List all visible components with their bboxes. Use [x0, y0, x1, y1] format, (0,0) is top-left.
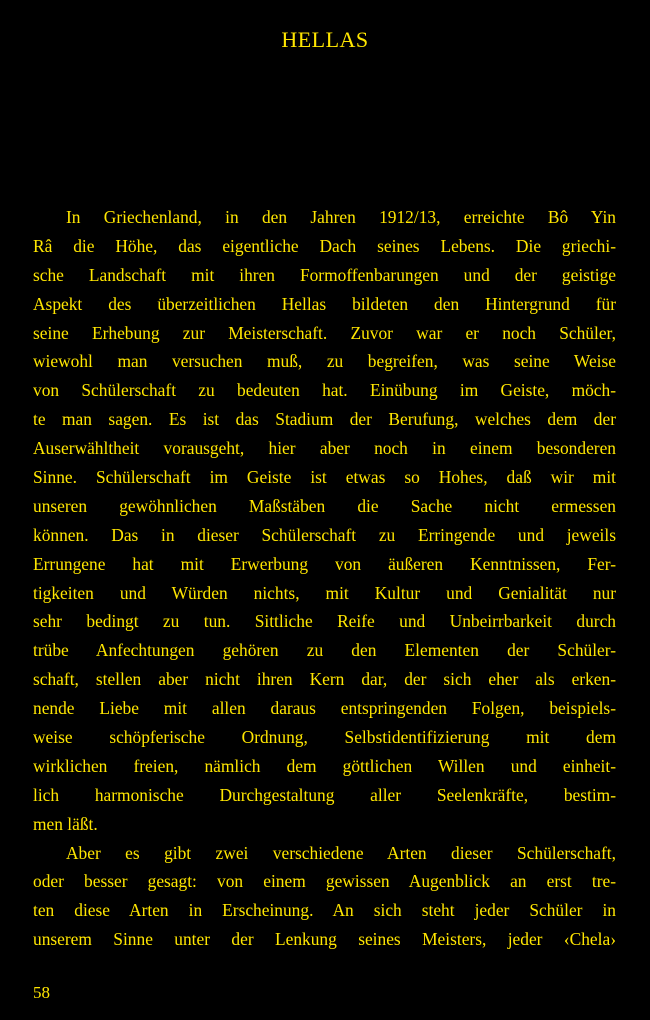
text-line: Râ die Höhe, das eigentliche Dach seines Lebens. Die griechi-: [33, 235, 616, 256]
text-line: Auserwähltheit vorausgeht, hier aber noch in einem besonderen: [33, 438, 616, 459]
text-line: weise schöpferische Ordnung, Selbstidentifizierung mit dem: [33, 727, 616, 748]
text-line: te man sagen. Es ist das Stadium der Berufung, welches dem der: [33, 409, 616, 430]
text-line: In Griechenland, in den Jahren 1912/13, erreichte Bô Yin: [66, 207, 616, 227]
text-line: sche Landschaft mit ihren Formoffenbarungen und der geistige: [33, 264, 616, 285]
page-title: HELLAS: [281, 27, 369, 52]
text-line: Errungene hat mit Erwerbung von äußeren Kenntnissen, Fer-: [33, 553, 616, 574]
text-line: unserem Sinne unter der Lenkung seines Meisters, jeder ‹Chela›: [33, 929, 616, 950]
body-text: [33, 203, 616, 954]
text-line: oder besser gesagt: von einem gewissen Augenblick an erst tre-: [33, 871, 616, 892]
page-number: 58: [33, 983, 50, 1002]
text-line: wiewohl man versuchen muß, zu begreifen, was seine Weise: [33, 351, 616, 372]
text-line: nende Liebe mit allen daraus entspringenden Folgen, beispiels-: [33, 698, 616, 719]
text-line: seine Erhebung zur Meisterschaft. Zuvor war er noch Schüler,: [33, 322, 616, 343]
text-line: lich harmonische Durchgestaltung aller Seelenkräfte, bestim-: [33, 784, 616, 805]
text-line: von Schülerschaft zu bedeuten hat. Einübung im Geiste, möch-: [33, 380, 616, 401]
text-line: ten diese Arten in Erscheinung. An sich steht jeder Schüler in: [33, 900, 616, 921]
text-line: sehr bedingt zu tun. Sittliche Reife und Unbeirrbarkeit durch: [33, 611, 616, 632]
text-line: tigkeiten und Würden nichts, mit Kultur und Genialität nur: [33, 582, 616, 603]
text-line: wirklichen freien, nämlich dem göttlichen Willen und einheit-: [33, 755, 616, 776]
text-line: Sinne. Schülerschaft im Geiste ist etwas so Hohes, daß wir mit: [33, 467, 616, 488]
text-line: schaft, stellen aber nicht ihren Kern dar, der sich eher als erken-: [33, 669, 616, 690]
text-line: können. Das in dieser Schülerschaft zu Erringende und jeweils: [33, 524, 616, 545]
text-line: trübe Anfechtungen gehören zu den Elementen der Schüler-: [33, 640, 616, 661]
text-line: Aber es gibt zwei verschiedene Arten dieser Schülerschaft,: [66, 842, 616, 863]
text-line: Aspekt des überzeitlichen Hellas bildeten den Hintergrund für: [33, 293, 616, 314]
text-line: men läßt.: [33, 813, 98, 834]
text-line: unseren gewöhnlichen Maßstäben die Sache nicht ermessen: [33, 495, 616, 516]
